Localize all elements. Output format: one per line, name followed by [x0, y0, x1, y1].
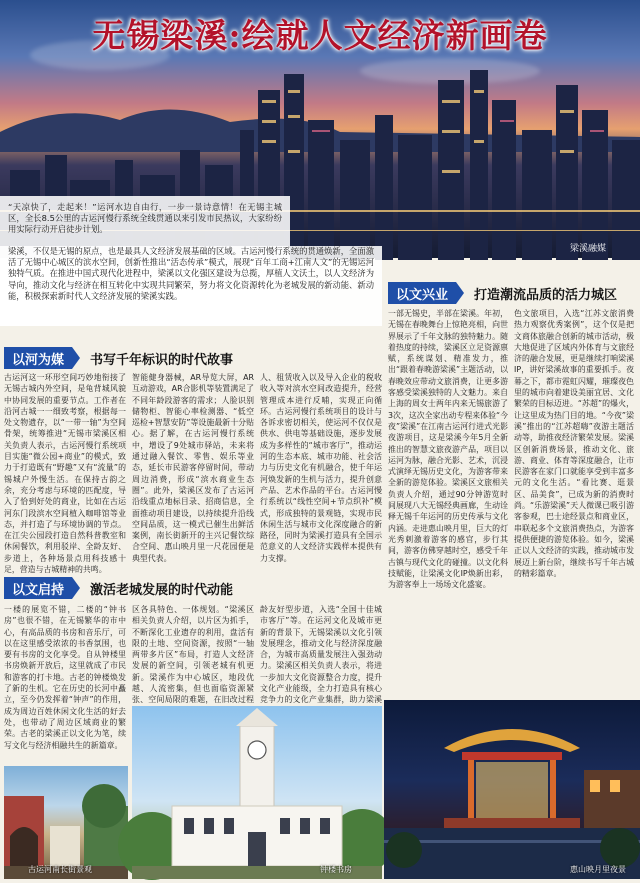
s2-column-1	[388, 308, 508, 700]
column-text: 龄友好型步道，入选“全国十佳城市客厅”等。在运河文化及城市更新的背景下，无锡梁溪以文化引领发展理念，推动文化与经济深度融合，为城市高质量发展注入强劲动力。梁溪区相关负责人表示，将进一步加大文化资源整合力度，提升文化产业能级，全力打造具有核心竞争力的文化产业集群，助力梁溪	[260, 605, 382, 705]
s3-column-2	[132, 604, 254, 705]
s2-column-2	[514, 308, 634, 700]
intro-text-2: 梁溪，不仅是无锡的原点，也是最具人文经济发展基础的区域。古运河慢行系统的贯通焕新，全面激活了无锡中心城区的滨水空间，创新性推出“活态传承”模式，展现“百年工商+江南人文”的无锡运河独特气质。在推进中国式现代化进程中，梁溪以文化强区建设为总揽，厚植人文沃土，以人文经济为导向，推动文化与经济在相互转化中实现共同繁荣，努力将文化资源转化为老城发展的新动能、新动能，积极探索新时代人文经济发展的梁溪实践。	[8, 246, 374, 301]
photo-credit: 梁溪融媒	[569, 244, 606, 254]
section-heading-1	[4, 347, 384, 369]
photo-old-street	[4, 766, 128, 879]
section-title: 书写千年标识的时代故事	[90, 352, 234, 368]
photo-bell-tower	[132, 706, 382, 879]
section-tag: 以河为媒	[4, 347, 72, 369]
section-tag: 以文兴业	[388, 282, 456, 304]
page-title: 无锡梁溪:绘就人文经济新画卷	[92, 16, 548, 55]
tag-arrow	[72, 577, 80, 599]
column-text: 色文旅项目，入选“江苏文旅消费热力观察优秀案例”，这个仅是把文商体旅融合创新的城市活动，极大地促进了区域内外体育与文旅经济的融合发展，更是继续打响梁溪IP，讲好梁溪故事的重要抓手。夜幕之下，都市霓虹闪耀，璀璨夜色里的城市向着建设美丽宜居、文化繁荣的目标迈进。“苏超”的爆火，让这里成为热门目的地。“今夜”梁溪”推出的“江苏超嗨”夜游主题活动等，助推夜经济繁荣发展。梁溪区创新消费场景，推动文化、旅游、商业、体育等深度融合，让市民游客在家门口就能享受到丰富多元的文化生活。“看比赛、逛景区、品美食”，已成为新的消费时尚。“乐游梁溪”天人微课已吸引游客参观，巴士途经景点和商业区，串联起多个文旅消费热点，为游客提供便捷的游览体验。如今，梁溪正以人文经济的实践，推动城市发展迈上新台阶，继续书写千年古城的精彩篇章。	[514, 309, 634, 578]
column-text: 古运河这一环形空间巧妙地衔接了无锡古城内外空间，是龟背城风貌中协同发展的重要节点。工作者在沿河古城一一细致考察，根据每一处文物遗存，以“一带一轴”为空间骨架，统筹推进“无锡市梁溪区相关负责人表示，古运河慢行系统项目实施“微公园+商业”的模式，致力于打造既有“野趣”又有“流量”的锡城户外慢生活。在保持古韵之余，充分考虑与环境的匹配度，导入了恰到好处的商业，比如在古运河东门段滨水空间植入咖啡馆等业态，并打造了与环境协调的节点。在江尖公园段打造自然科普教室和休闲餐饮，利用驳岸、全龄友好、步道上，各种场景点用科技感十足，营造与古城精神的共鸣。	[4, 373, 126, 575]
photo-caption: 惠山映月里夜景	[570, 865, 626, 874]
night-pavilion-drawing	[384, 700, 640, 879]
intro-text-1: “天凉快了，走起来！”运河水边自由行，一步一景诗意情！在无锡主城区，全长8.5公里的古运河慢行系统全线贯通以来引发市民热议，大家纷纷用实际行动开启徒步计划。	[8, 202, 282, 235]
old-street-drawing	[4, 766, 128, 879]
section-heading-3	[4, 577, 384, 599]
s1-column-3	[260, 372, 382, 564]
photo-caption: 钟楼书房	[320, 865, 352, 874]
photo-caption: 古运河南长街景观	[28, 865, 92, 874]
section-title: 打造潮流品质的活力城区	[474, 287, 618, 303]
s3-column-1	[4, 604, 126, 764]
section-tag: 以文启持	[4, 577, 72, 599]
s1-column-1	[4, 372, 126, 575]
intro-paragraph-2	[0, 246, 382, 326]
column-text: 一部无锡史，半部在梁溪。年初，无锡在春晚舞台上惊艳亮相，向世界展示了千年文脉的独特魅力。随着热度的持续，梁溪区立足资源禀赋，系统谋划、精准发力，推出“跟着春晚游梁溪”主题活动，以春晚效应带动文旅消费，让更多游客感受梁溪独特的人文魅力。来自上海的周女士两年内来无锡旅游了3次，这次全家出动专程来体验“今夜”梁溪”在江南古运河行进式光影夜游项目，这是梁溪今年5月全新推出的智慧文旅夜游产品，项目以运河为脉，融合光影、艺术，沉浸式演绎无锡历史文化，为游客带来全新的游览体验。梁溪区文旅相关负责人介绍，通过90分钟游览时间展现八大无锡经典画廊，生动诠释无锡千年运河的历史传承与文化内涵。走进惠山映月里，巨大的灯光秀刺激着游客的感官，步行其间，游客仿佛穿越时空，感受千年古镇与现代文化的碰撞。以文化科技赋能，让梁溪文化IP焕新出彩，为游客奉上一场场文化盛宴。	[388, 309, 508, 590]
s1-column-2	[132, 372, 254, 564]
photo-night-pavilion	[384, 700, 640, 879]
tag-arrow	[456, 282, 464, 304]
s3-column-3	[260, 604, 382, 705]
column-text: 智能健身器械，AR导览大屏，AR互动游戏，AR合影机等装置满足了不同年龄段游客的需求；人脸识别储物柜、智能心率检测器、“低空巡检+智慧安防”等设施最新十分贴心。据了解，在古运河慢行系统中，增设了9处城市驿站，未来将通过融入餐饮、零售、娱乐等业态，延长市民游客停留时间，带动周边消费，形成“滨水商业生态圈”。此外，梁溪区发布了古运河沿线重点地标目录、招商信息，全面推动项目建设，以持续提升沿线空间品质，这一模式已催生出鲜活案例，南长街新开的主兴记餐饮综合空间、惠山映月里一尺花园便是典型代表。	[132, 373, 254, 563]
column-text: 区各具特色、一体规划。“梁溪区相关负责人介绍，以片区为抓手，不断深化工业遗存的利用，盘活有限的土地、空间资源，按照“一轴两带多片区”布局，打造人文经济发展的新空间，引领老城有机更新。梁溪作为中心城区，地段优越、人流密集，但也面临资源紧张、空间局限的难题，在旧改过程	[132, 605, 254, 705]
column-text: 人、租赁收入以及导入企业的税收收入等对滨水空间改造提升，经营管理成本进行反哺，实现正向循环。古运河慢行系统项目的设计与各诉求密切相关，使运河不仅仅是供水、供电等基础设施，逐步发展成为多样性的“城市客厅”，推动运河的生态本底、城市功能、社会活力与历史文化有机融合，使千年运河焕发新的生机与活力，提升创意产品、艺术作品的平台。古运河慢行系统以“线性空间+节点织补”模式，形成独特的景观链，实现市民休闲生活与城市文化深度融合的新路径，同时为梁溪打造具有全国示范意义的人文经济实践样本提供有力支撑。	[260, 373, 382, 563]
section-heading-2	[388, 282, 640, 304]
tag-arrow	[72, 347, 80, 369]
bell-tower-drawing	[132, 706, 382, 879]
section-title: 激活老城发展的时代动能	[90, 582, 234, 598]
column-text: 一楼的展览不错，二楼的“钟书房”也很不错，在无锡繁华的市中心，有高品质的书房和音乐厅，可以在这里感受浓浓的书香氛围，也要有书房的文化享受。自从钟楼里书房焕新开放后，这里就成了市民和游客的打卡地。古老的钟楼焕发了新的生机。它在历史的长河中矗立，至今仍发挥着“钟声”的作用，成为周边百姓休闲文化生活的好去处，也带动了周边区域商业的繁荣。古老的梁溪正以文化为笔，续写文化与经济相融共生的新篇章。	[4, 605, 126, 750]
